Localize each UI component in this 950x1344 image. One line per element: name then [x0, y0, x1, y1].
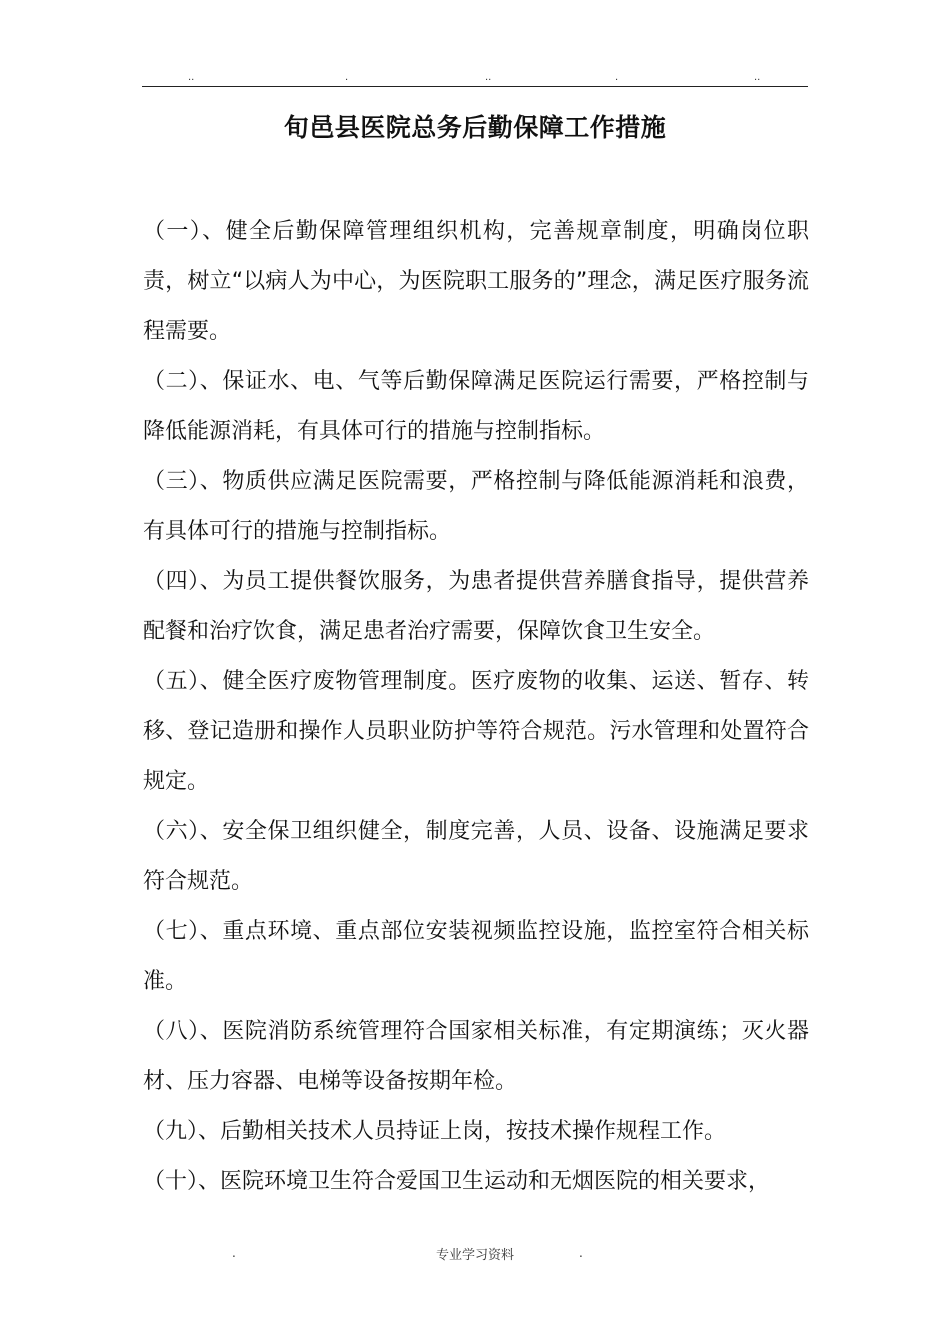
page-header-marks — [142, 72, 808, 86]
page-footer — [142, 1246, 808, 1266]
header-mark: .. — [188, 72, 195, 83]
paragraph-9: （九）、后勤相关技术人员持证上岗，按技术操作规程工作。 — [143, 1119, 727, 1144]
paragraph-8: （八）、医院消防系统管理符合国家相关标准，有定期演练；灭火器材、压力容器、电梯等设备按期年检。 — [143, 1019, 809, 1094]
footer-mark-right: . — [579, 1246, 583, 1260]
header-mark: .. — [485, 72, 492, 83]
paragraph-2: （二）、保证水、电、气等后勤保障满足医院运行需要，严格控制与降低能源消耗，有具体可行的措施与控制指标。 — [143, 369, 809, 444]
footer-mark-left: . — [232, 1246, 236, 1260]
paragraph-4: （四）、为员工提供餐饮服务，为患者提供营养膳食指导，提供营养配餐和治疗饮食，满足患者治疗需要，保障饮食卫生安全。 — [143, 569, 809, 644]
header-mark: . — [345, 72, 349, 83]
paragraph-3: （三）、物质供应满足医院需要，严格控制与降低能源消耗和浪费，有具体可行的措施与控制指标。 — [143, 469, 809, 544]
footer-text: 专业学习资料 — [435, 1248, 514, 1263]
paragraph-10: （十）、医院环境卫生符合爱国卫生运动和无烟医院的相关要求， — [143, 1169, 771, 1194]
paragraph-7: （七）、重点环境、重点部位安装视频监控设施，监控室符合相关标准。 — [143, 919, 809, 994]
document-body — [143, 207, 809, 1207]
header-mark: .. — [754, 72, 761, 83]
document-title: 旬邑县医院总务后勤保障工作措施 — [283, 113, 667, 142]
header-mark: . — [615, 72, 619, 83]
paragraph-5: （五）、健全医疗废物管理制度。医疗废物的收集、运送、暂存、转移、登记造册和操作人员职业防护等符合规范。污水管理和处置符合规定。 — [143, 669, 809, 794]
paragraph-6: （六）、安全保卫组织健全，制度完善，人员、设备、设施满足要求符合规范。 — [143, 819, 809, 894]
header-rule — [142, 86, 808, 87]
paragraph-1: （一）、健全后勤保障管理组织机构，完善规章制度，明确岗位职责，树立“以病人为中心，为医院职工服务的”理念，满足医疗服务流程需要。 — [143, 219, 809, 344]
